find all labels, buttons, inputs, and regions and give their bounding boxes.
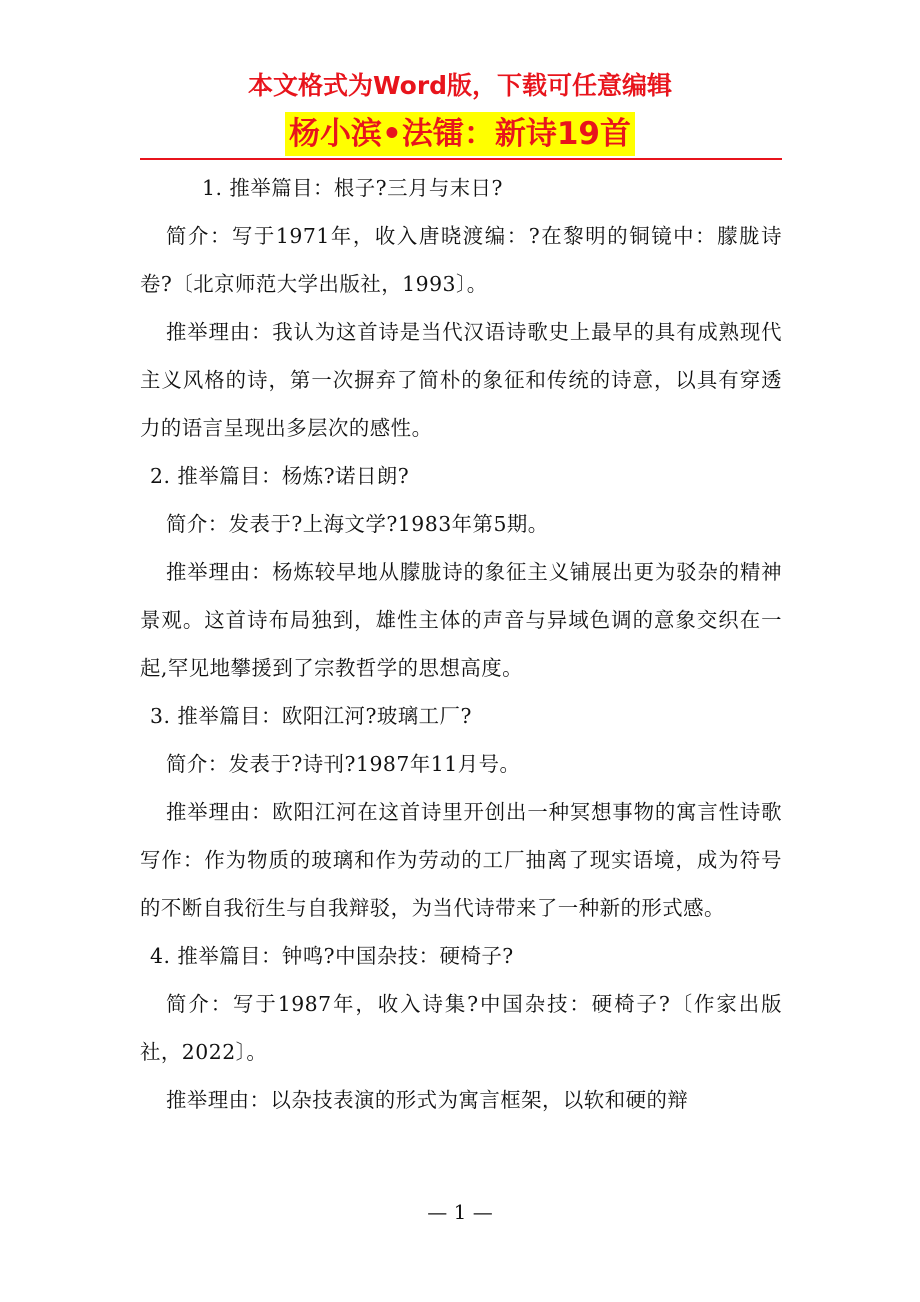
- download-banner: 本文格式为Word版，下载可任意编辑: [247, 71, 673, 100]
- entry-4-intro: 简介：写于1987年，收入诗集?中国杂技：硬椅子?〔作家出版社，2022〕。: [140, 992, 782, 1064]
- entry-2-pick: 2. 推举篇目：杨炼?诺日朗?: [150, 464, 410, 488]
- title-divider: [140, 158, 782, 160]
- entry-3-pick: 3. 推举篇目：欧阳江河?玻璃工厂?: [150, 704, 472, 728]
- entry-4-reason: 推举理由：以杂技表演的形式为寓言框架，以软和硬的辩: [166, 1088, 689, 1112]
- page-number: — 1 —: [427, 1200, 493, 1224]
- document-body: [140, 164, 782, 1124]
- entry-1-reason: 推举理由：我认为这首诗是当代汉语诗歌史上最早的具有成熟现代主义风格的诗，第一次摒弃了简朴的象征和传统的诗意，以具有穿透力的语言呈现出多层次的感性。: [140, 320, 782, 440]
- title-block: [0, 112, 920, 156]
- entry-3-reason: 推举理由：欧阳江河在这首诗里开创出一种冥想事物的寓言性诗歌写作：作为物质的玻璃和作为劳动的工厂抽离了现实语境，成为符号的不断自我衍生与自我辩驳，为当代诗带来了一种新的形式感。: [140, 800, 782, 920]
- entry-4-pick: 4. 推举篇目：钟鸣?中国杂技：硬椅子?: [150, 944, 514, 968]
- entry-2-intro: 简介：发表于?上海文学?1983年第5期。: [166, 512, 549, 536]
- entry-1-intro: 简介：写于1971年，收入唐晓渡编：?在黎明的铜镜中：朦胧诗卷?〔北京师范大学出版社，1993〕。: [140, 224, 782, 296]
- entry-2-reason: 推举理由：杨炼较早地从朦胧诗的象征主义铺展出更为驳杂的精神景观。这首诗布局独到，雄性主体的声音与异域色调的意象交织在一起,罕见地攀援到了宗教哲学的思想高度。: [140, 560, 782, 680]
- document-title: 杨小滨•法镭：新诗19首: [285, 112, 635, 156]
- entry-3-intro: 简介：发表于?诗刊?1987年11月号。: [166, 752, 521, 776]
- entry-1-pick: 1. 推举篇目：根子?三月与末日?: [202, 176, 503, 200]
